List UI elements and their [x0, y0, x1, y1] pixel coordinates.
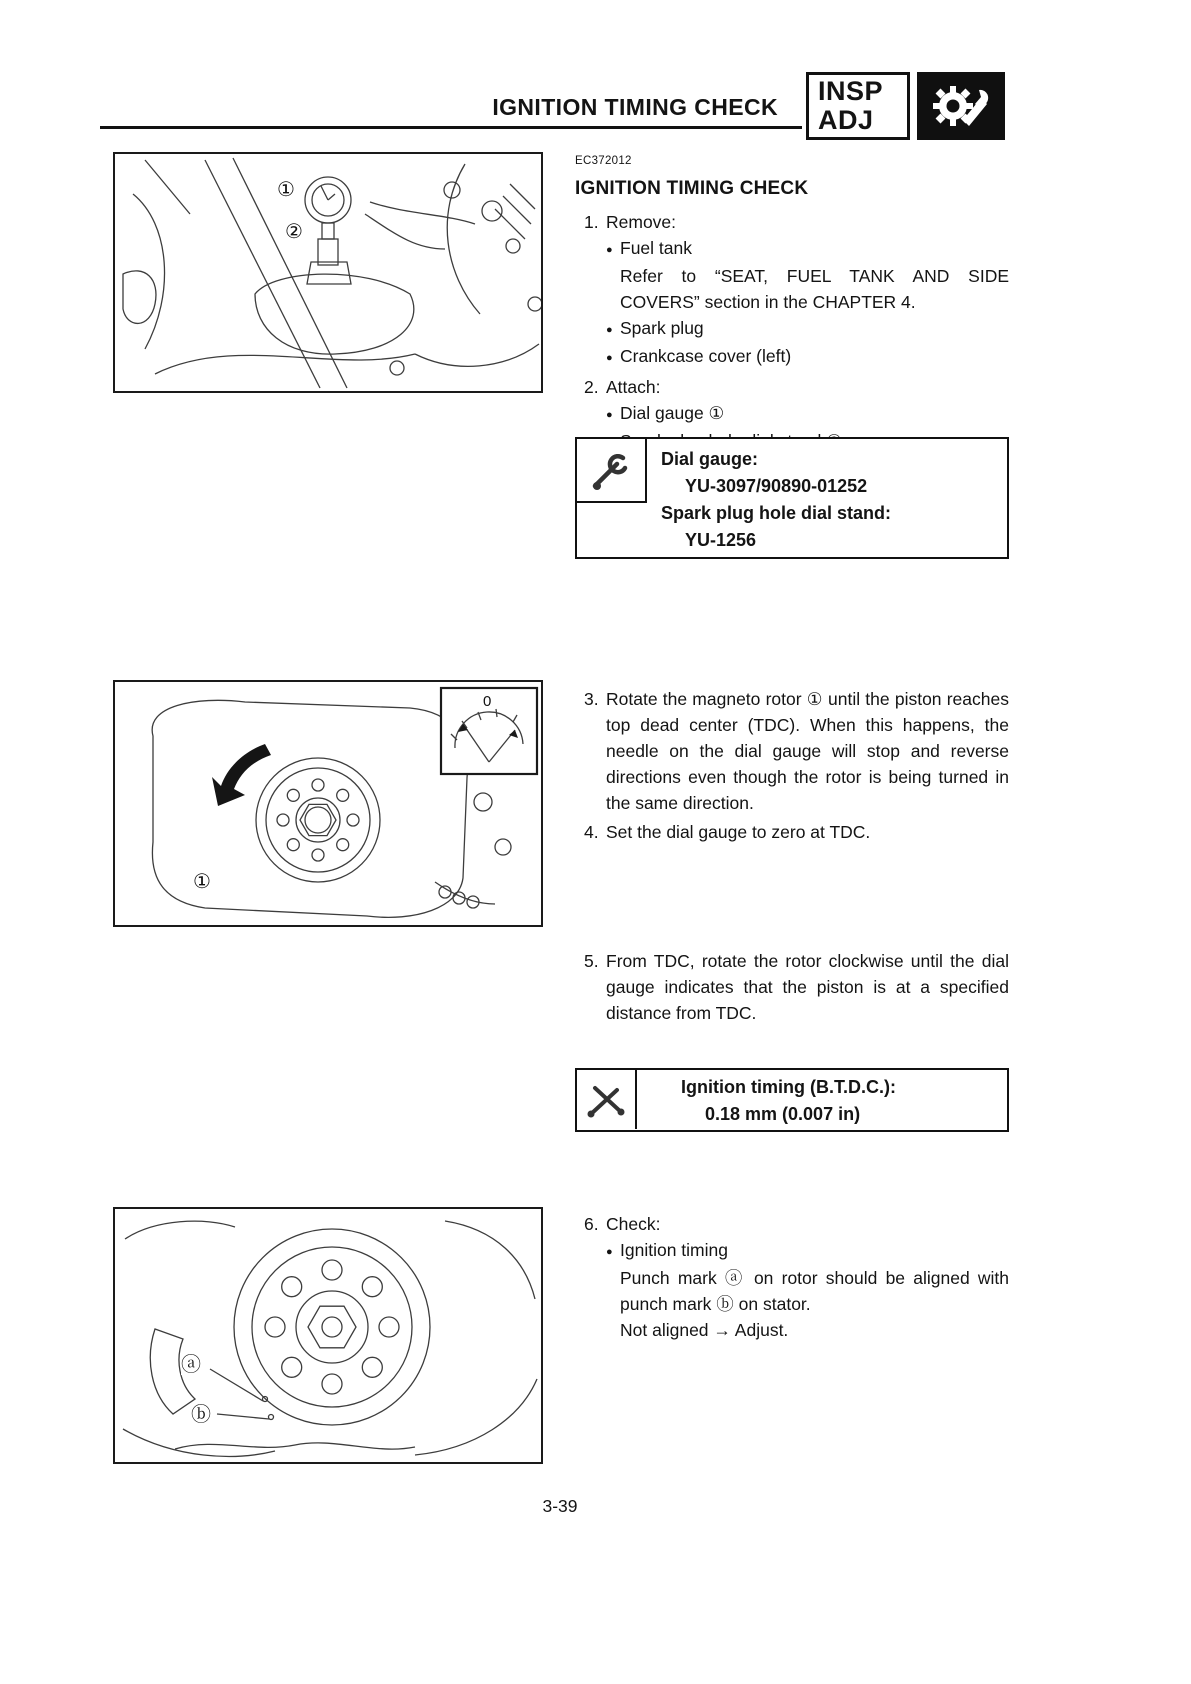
spec-dial-stand-value: YU-1256 [685, 530, 757, 550]
step-6-number: 6. [584, 1214, 599, 1234]
step-5 [575, 948, 1009, 1026]
bullet-spark-plug: ● Spark plug [606, 315, 1009, 343]
spec-dial-gauge-value: YU-3097/90890-01252 [685, 476, 868, 496]
gear-wrench-icon [917, 72, 1005, 140]
step-2-number: 2. [584, 377, 599, 397]
page-number: 3-39 [542, 1496, 578, 1516]
step-5-number: 5. [584, 951, 599, 971]
spec-box-ignition-timing-lines [577, 1070, 1007, 1128]
bullet-crankcase-cover: ● Crankcase cover (left) [606, 343, 1009, 371]
step-4-text: Set the dial gauge to zero at TDC. [606, 822, 871, 842]
spec-ignition-timing-value: 0.18 mm (0.007 in) [705, 1104, 861, 1124]
spec-dial-gauge-label: Dial gauge: [661, 449, 759, 469]
header-divider [100, 126, 802, 129]
figure-3-illustration [115, 1209, 541, 1461]
figure-1-callout-1: ① [277, 179, 295, 201]
section-badge [806, 72, 1005, 140]
spec-ignition-timing-label: Ignition timing (B.T.D.C.): [681, 1077, 896, 1097]
punch-mark-note: Punch mark ⓐ on rotor should be aligned with punch mark ⓑ on stator. [620, 1268, 1009, 1314]
content-block-steps-3-4 [575, 683, 1009, 845]
bullet-ignition-timing: ● Ignition timing [606, 1237, 1009, 1265]
section-heading: IGNITION TIMING CHECK [575, 178, 809, 199]
badge-line-adj: ADJ [818, 105, 874, 135]
content-block-steps-1-2 [575, 148, 1009, 456]
step-1-bullets [606, 235, 1009, 371]
section-code: EC372012 [575, 155, 632, 167]
figure-1-callout-2: ② [285, 221, 303, 243]
bullet-fuel-tank: ● Fuel tank [606, 235, 1009, 263]
content-block-step-5 [575, 945, 1009, 1026]
step-1-title: Remove: [606, 212, 677, 232]
figure-2-callout-1: ① [193, 871, 211, 893]
bullet-dial-gauge: ● Dial gauge ① [606, 400, 1009, 428]
special-tool-icon [577, 439, 647, 503]
step-1-number: 1. [584, 212, 599, 232]
figure-1-illustration [115, 154, 541, 390]
step-1 [575, 209, 1009, 371]
figure-3-callout-a: ⓐ [181, 1354, 201, 1376]
spec-box-dial-gauge [575, 437, 1009, 559]
step-5-text: From TDC, rotate the rotor clockwise until the dial gauge indicates that the piston is at a specified distance from TDC. [606, 951, 1009, 1023]
step-3 [575, 686, 1009, 816]
page-header-title: IGNITION TIMING CHECK [492, 94, 778, 120]
insp-adj-badge [806, 72, 910, 140]
step-4-number: 4. [584, 822, 599, 842]
special-tool-icon [577, 1070, 637, 1129]
step-3-text: Rotate the magneto rotor ① until the piston reaches top dead center (TDC). When this happens, the needle on the dial gauge will stop and reverse directions even though the rotor is being turned in the same direction. [606, 689, 1009, 813]
figure-3-callout-b: ⓑ [191, 1404, 211, 1426]
figure-dial-gauge-install [113, 152, 543, 393]
spec-dial-stand-label: Spark plug hole dial stand: [661, 503, 892, 523]
figure-magneto-rotor-tdc [113, 680, 543, 927]
bullet-fuel-tank-note: Refer to “SEAT, FUEL TANK AND SIDE COVERS” section in the CHAPTER 4. [620, 266, 1009, 312]
step-4 [575, 819, 1009, 845]
step-6-bullets [606, 1237, 1009, 1343]
figure-punch-mark-alignment [113, 1207, 543, 1464]
spec-box-ignition-timing [575, 1068, 1009, 1132]
step-6-title: Check: [606, 1214, 661, 1234]
step-6 [575, 1211, 1009, 1343]
badge-line-insp: INSP [818, 75, 884, 106]
not-aligned-note: Not aligned → Adjust. [620, 1320, 789, 1340]
content-block-step-6 [575, 1208, 1009, 1343]
step-2-title: Attach: [606, 377, 661, 397]
figure-2-inset-zero-label: 0 [483, 693, 492, 710]
step-3-number: 3. [584, 689, 599, 709]
figure-2-illustration [115, 682, 541, 924]
